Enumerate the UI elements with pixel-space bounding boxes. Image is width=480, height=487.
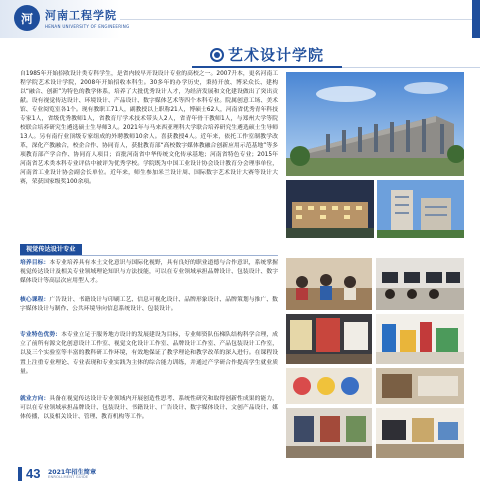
title-underline bbox=[192, 66, 342, 68]
workshop-photo bbox=[376, 368, 464, 404]
header-rule bbox=[120, 19, 480, 20]
logo-text bbox=[45, 7, 129, 29]
features-paragraph bbox=[20, 331, 278, 377]
core-courses-text: 广告设计、书籍设计与印刷工艺、信息可视化设计、品牌形象设计、品牌策划与推广、数字媒体设计与制作、公共环境导向信息系统设计、包装设计。 bbox=[20, 297, 278, 313]
training-goal-text: 本专业培养具有本土文化意识与国际化视野，具有良好的职业道德与合作意识，系统掌握视觉传达设计及相关专业领域理论知识与方法技能，可以在专业领域承担品牌设计、包装设计、数字媒体设计等高层次应用型人才。 bbox=[20, 260, 278, 285]
page-title-group bbox=[210, 44, 324, 65]
computer-lab-photo bbox=[376, 258, 464, 310]
creative-products-photo bbox=[286, 368, 372, 404]
header-corner-accent bbox=[472, 0, 480, 38]
university-logo bbox=[14, 5, 129, 31]
training-goal-label: 培养目标： bbox=[20, 260, 50, 266]
employment-paragraph bbox=[20, 395, 278, 423]
footer-accent-bar bbox=[18, 467, 22, 481]
section-divider bbox=[20, 255, 278, 256]
university-seal-icon: 河 bbox=[14, 5, 40, 31]
core-courses-label: 核心课程： bbox=[20, 297, 50, 303]
footer-subtitle: ENROLLMENT GUIDE bbox=[48, 475, 89, 479]
logo-chinese-name: 河南工程学院 bbox=[45, 9, 117, 22]
design-studio-photo bbox=[376, 408, 464, 458]
logo-english-name: HENAN UNIVERSITY OF ENGINEERING bbox=[45, 24, 130, 29]
campus-night-photo bbox=[286, 180, 374, 238]
college-introduction: 自1985年开始招收设计类专科学生，是省内较早开设设计专业的高校之一。2007升本，更名河南工程学院艺术设计学院，2008年开始招收本科生。30多年的办学历史，秉持开放、博采众长、建构以“融合、创新”为特色的教学体系，培养了大批优秀设计人才，为经济发展和文化建设做出了突出贡献。设有视觉传达设计、环境设计、产品设计、数字媒体艺术等四个本科专业。院属创意工场、美术馆、专业阅览室各1个。现有教职工71人，副教授以上职称21人，博硕士62人，河南省优秀青年科技专家1人，省级优秀教师1人，省教育厅学术技术带头人2人，省青年骨干教师1人，与郑州大学等院校联合培养研究生遴选硕士生导师3人。2021年与马来西亚理科大学联合培养研究生遴选硕士生导师13人。另有南行业顶级专家组成的外聘教师10余人。喜获教授4人。近年来，依托工作室制教学改革，深化产教融合，校企合作、协同育人，获批教育部“高校数字媒体教融合创新应用示范基地”等多项教育部产学合作、协同育人项目；首批河南省中华传统文化传承基地；河南省特色专业；2015年河南省艺术类本科专业评估中被评为优秀学校。学院既为中国工业设计协会设计教育分会理事单位，河南省工业设计协会副会长单位。近年来，师生参加米兰设计周、国际数字艺术设计大赛等设计大赛，荣获国家级奖100余项。 bbox=[20, 71, 278, 185]
page-title: 艺术设计学院 bbox=[228, 46, 325, 64]
page-number: 43 bbox=[26, 466, 41, 481]
campus-tower-photo bbox=[377, 180, 464, 238]
footer-title: 2021年招生简章 bbox=[48, 469, 97, 476]
training-goal-paragraph bbox=[20, 259, 278, 287]
core-courses-paragraph bbox=[20, 296, 278, 314]
title-bullet-icon bbox=[210, 48, 224, 62]
employment-label: 就业方向： bbox=[20, 396, 50, 402]
title-underline-thin bbox=[342, 67, 480, 68]
campus-building-photo bbox=[286, 72, 464, 176]
student-works-display-photo bbox=[286, 314, 372, 364]
employment-text: 具备在视觉传达设计专业领域内开展创造性思考、系统性研究和取得创新性成果的能力，可以在专业领域承担品牌设计、包装设计、书籍设计、广告设计、数字媒体设计、文创产品设计、媒体传播，以及相关设计、管理、教育机构等工作。 bbox=[20, 396, 278, 421]
classroom-photo bbox=[286, 258, 372, 310]
features-text: 本专业立足于服务地方设计的发展建设为目标，专业师资队伍梯队结构科学合理，成立了前所有源文化创意设计工作室、视觉文化设计工作室、品牌设计工作室、产品包装设计工作室，以及三个实验室等丰富的教科研工作环境，有效地保证了教学理论和教学改革的深入进行。在课程设置上注重专业理论、专业表现和专业实践为主体的综合能力训练，并通过产学研合作提高学生就业质量。 bbox=[20, 332, 278, 375]
page-header bbox=[0, 0, 480, 38]
major-section-tag: 视觉传达设计专业 bbox=[20, 244, 82, 255]
features-label: 专业特色优势： bbox=[20, 332, 62, 338]
exhibition-photo bbox=[286, 408, 372, 458]
page-footer bbox=[0, 464, 480, 487]
packaging-designs-photo bbox=[376, 314, 464, 364]
